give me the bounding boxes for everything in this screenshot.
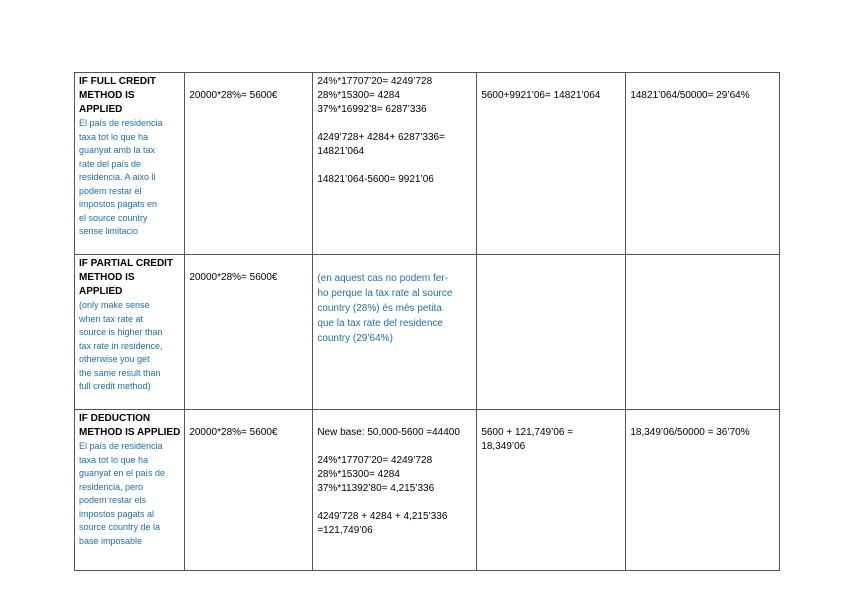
comment-line: (en aquest cas no podem fer- (317, 273, 448, 284)
note-line: taxa tot lo que ha (79, 131, 149, 142)
source-tax-cell (185, 410, 313, 571)
note-line: when tax rate at (79, 313, 144, 324)
effective-rate-cell (626, 255, 780, 410)
spacer (317, 440, 472, 454)
note-line: otherwise you get (79, 354, 150, 364)
method-note (79, 117, 180, 239)
comment-cell (313, 255, 477, 410)
calculation-cell (313, 73, 477, 255)
calc-line: 37%*11392’80= 4,215’336 (317, 483, 435, 494)
note-line: El país de residencia (79, 441, 163, 451)
method-note (79, 299, 180, 394)
method-cell (75, 255, 185, 410)
label-line: IF FULL CREDIT (79, 76, 157, 87)
source-tax-value: 20000*28%= 5600€ (189, 427, 278, 438)
calc-line: 24%*17707’20= 4249’728 (317, 455, 433, 466)
label-line: APPLIED (79, 104, 123, 115)
method-cell (75, 73, 185, 255)
spacer (317, 496, 472, 510)
spacer (317, 159, 472, 173)
total-tax-cell (477, 73, 626, 255)
source-tax-value: 20000*28%= 5600€ (189, 272, 278, 283)
note-line: rate del país de (79, 158, 142, 169)
note-line: full credit method) (79, 381, 151, 391)
method-label (79, 75, 180, 117)
effective-rate-cell (626, 73, 780, 255)
source-tax-cell (185, 255, 313, 410)
note-line: podem restar el (79, 185, 142, 196)
label-line: IF PARTIAL CREDIT (79, 258, 174, 269)
total-line: 5600 + 121,749’06 = (481, 427, 574, 438)
note-line: residencia, pero (79, 481, 144, 492)
comment-line: ho perque la tax rate al source (317, 288, 453, 299)
calculation-cell (313, 410, 477, 571)
effective-rate-cell (626, 410, 780, 571)
method-label (79, 257, 180, 299)
note-line: podem restar els (79, 495, 147, 505)
note-line: tax rate in residence, (79, 340, 163, 351)
note-line: guanyat en el país de (79, 468, 166, 478)
calc-line: 37%*16992’8= 6287’336 (317, 104, 427, 115)
tax-methods-table (74, 72, 780, 571)
note-line: impostos pagats al (79, 508, 155, 519)
note-line: sense limitacio (79, 226, 139, 236)
comment-line: country (29’64%) (317, 333, 393, 344)
effective-rate-value: 14821’064/50000= 29’64% (630, 90, 750, 101)
calc-line: New base: 50,000-5600 =44400 (317, 427, 460, 438)
label-line: METHOD IS APPLIED (79, 427, 181, 438)
note-line: source country de la (79, 522, 161, 532)
source-tax-value: 20000*28%= 5600€ (189, 90, 278, 101)
table-row (75, 410, 780, 571)
label-line: IF DEDUCTION (79, 413, 151, 424)
calc-line: 4249’728 + 4284 + 4,215’336 (317, 511, 448, 522)
label-line: METHOD IS (79, 90, 135, 101)
note-line: El país de residencia (79, 118, 163, 128)
comment-line: que la tax rate del residence (317, 318, 443, 329)
note-line: (only make sense (79, 300, 150, 310)
total-tax-cell (477, 410, 626, 571)
total-line: 18,349’06 (481, 441, 526, 452)
note-line: taxa tot lo que ha (79, 454, 149, 465)
method-note (79, 440, 180, 548)
source-tax-cell (185, 73, 313, 255)
total-tax-value: 5600+9921’06= 14821’064 (481, 90, 601, 101)
note-line: source is higher than (79, 327, 163, 337)
calc-line: 14821’064-5600= 9921’06 (317, 174, 434, 185)
comment-line: country (28%) és més petita (317, 303, 442, 314)
note-line: guanyat amb la tax (79, 145, 156, 155)
table-row (75, 255, 780, 410)
calc-line: 24%*17707’20= 4249’728 (317, 76, 433, 87)
label-line: METHOD IS (79, 272, 135, 283)
method-cell (75, 410, 185, 571)
note-line: base imposable (79, 535, 143, 546)
calc-line: 14821’064 (317, 146, 365, 157)
calc-line: =121,749’06 (317, 525, 373, 536)
calc-line: 28%*15300= 4284 (317, 90, 400, 101)
spacer (317, 117, 472, 131)
note-line: residencia. A aixo li (79, 172, 156, 182)
table-row (75, 73, 780, 255)
total-tax-cell (477, 255, 626, 410)
label-line: APPLIED (79, 286, 123, 297)
effective-rate-value: 18,349’06/50000 = 36’70% (630, 427, 750, 438)
calc-line: 4249’728+ 4284+ 6287’336= (317, 132, 445, 143)
method-label (79, 412, 180, 440)
note-line: el source country (79, 212, 148, 223)
note-line: the same result than (79, 367, 161, 378)
calc-line: 28%*15300= 4284 (317, 469, 400, 480)
note-line: impostos pagats en (79, 199, 158, 209)
